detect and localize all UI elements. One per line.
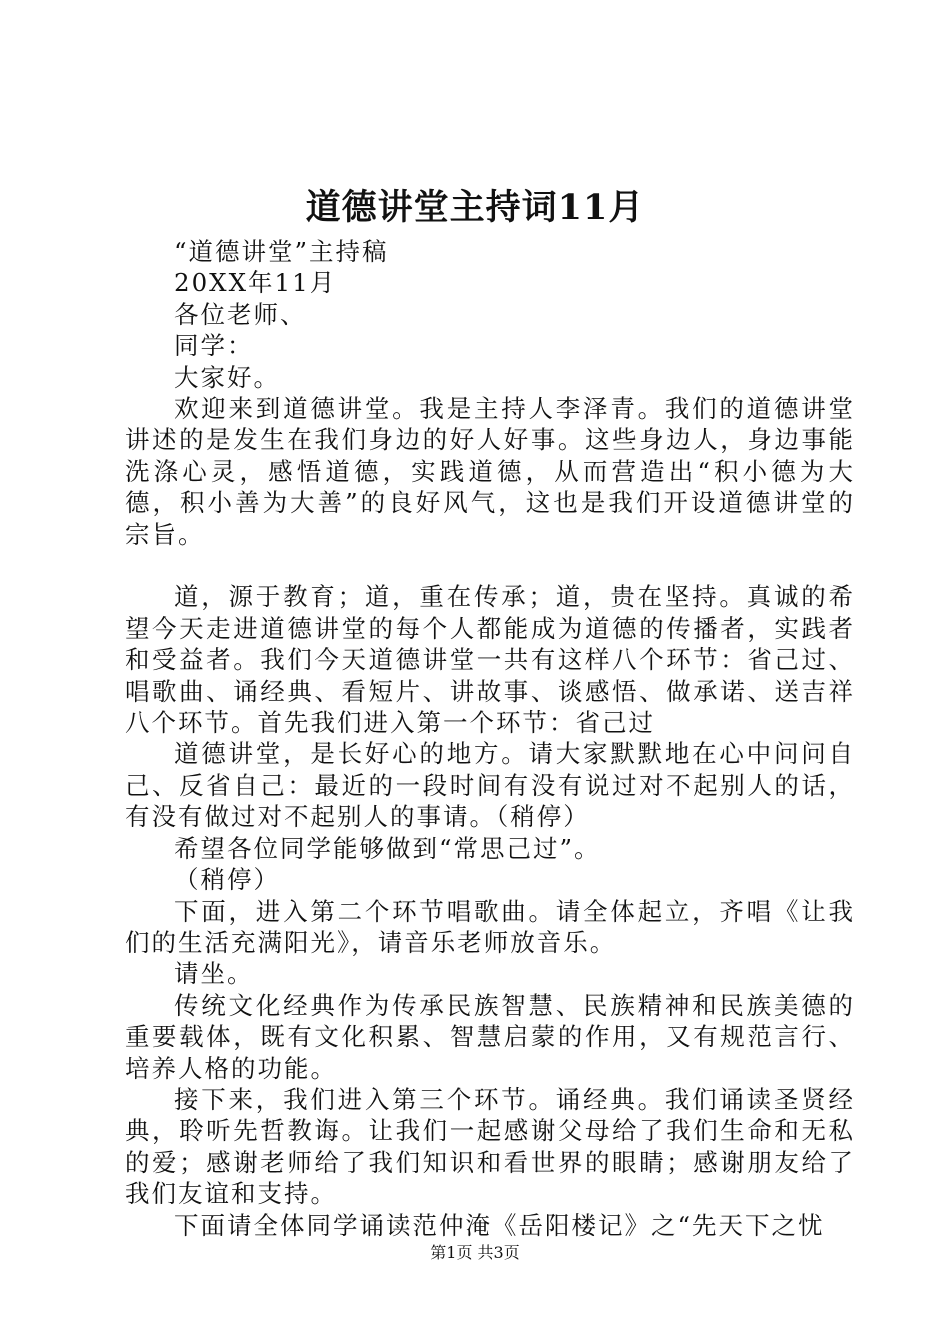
paragraph-pause: （稍停）	[174, 865, 280, 895]
paragraph-hello: 大家好。	[174, 362, 280, 392]
paragraph-greeting-teachers: 各位老师、	[174, 299, 307, 329]
paragraph-spacer	[125, 550, 855, 581]
paragraph-greeting-students: 同学：	[174, 331, 254, 361]
paragraph-sit-down: 请坐。	[174, 959, 254, 989]
document-title: 道德讲堂主持词11月	[305, 187, 645, 228]
paragraph-self-reflection: 道德讲堂，是长好心的地方。请大家默默地在心中问问自己、反省自己：最近的一段时间有没有说过对不起别人的话，有没有做过对不起别人的事请。（稍停）	[125, 739, 855, 832]
page-footer: 第1页 共3页	[430, 1243, 520, 1262]
paragraph-hope: 希望各位同学能够做到“常思己过”。	[174, 833, 601, 863]
paragraph-recitation: 接下来，我们进入第三个环节。诵经典。我们诵读圣贤经典，聆听先哲教诲。让我们一起感谢父母给了我们生命和无私的爱；感谢老师给了我们知识和看世界的眼睛；感谢朋友给了我们友谊和支持。	[125, 1084, 855, 1209]
document-body	[125, 236, 855, 1241]
paragraph-welcome: 欢迎来到道德讲堂。我是主持人李泽青。我们的道德讲堂讲述的是发生在我们身边的好人好事。这些身边人，身边事能洗涤心灵，感悟道德，实践道德，从而营造出“积小德为大德，积小善为大善”的良好风气，这也是我们开设道德讲堂的宗旨。	[125, 394, 855, 549]
paragraph-intro-sections: 道，源于教育；道，重在传承；道，贵在坚持。真诚的希望今天走进道德讲堂的每个人都能成为道德的传播者，实践者和受益者。我们今天道德讲堂一共有这样八个环节：省己过、唱歌曲、诵经典、看短片、讲故事、谈感悟、做承诺、送吉祥八个环节。首先我们进入第一个环节：省己过	[125, 582, 855, 738]
paragraph-date: 20XX年11月	[174, 268, 337, 298]
paragraph-yueyang-tower: 下面请全体同学诵读范仲淹《岳阳楼记》之“先天下之忧	[174, 1210, 825, 1240]
paragraph-singing: 下面，进入第二个环节唱歌曲。请全体起立，齐唱《让我们的生活充满阳光》，请音乐老师放音乐。	[125, 896, 855, 957]
paragraph-classics: 传统文化经典作为传承民族智慧、民族精神和民族美德的重要载体，既有文化积累、智慧启蒙的作用，又有规范言行、培养人格的功能。	[125, 990, 855, 1083]
paragraph-subtitle: “道德讲堂”主持稿	[174, 237, 389, 266]
